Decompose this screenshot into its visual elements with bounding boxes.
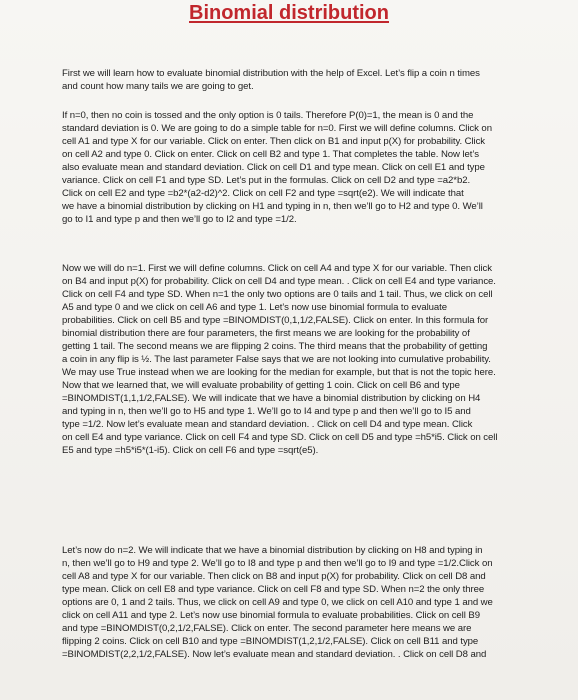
- paragraph-line: flipping 2 coins. Click on cell B10 and type =BINOMDIST(1,2,1/2,FALSE). Click on cell B11 and type: [62, 636, 479, 647]
- intro-paragraph: [62, 67, 549, 93]
- paragraph-line: Click on cell E2 and type =b2*(a2-d2)^2. Click on cell F2 and type =sqrt(e2). We will indicate that: [62, 188, 464, 199]
- paragraph-line: A5 and type 0 and we click on cell A6 and type 1. Let’s now use binomial formula to evaluate: [62, 302, 447, 313]
- paragraph-line: also evaluate mean and standard deviation. Click on cell D1 and type mean. Click on cell E1 and type: [62, 162, 485, 173]
- paragraph-line: n, then we’ll go to H9 and type 2. We’ll go to I8 and type p and then we’ll go to I9 and type =1/2.Click on: [62, 558, 493, 569]
- paragraph-line: click on cell A11 and type 2. Let’s now use binomial formula to evaluate probabilities. Click on cell B9: [62, 610, 480, 621]
- paragraph-line: and type =BINOMDIST(0,2,1/2,FALSE). Click on enter. The second parameter here means we are: [62, 623, 472, 634]
- paragraph-line: Now that we learned that, we will evaluate probability of getting 1 coin. Click on cell B6 and type: [62, 380, 460, 391]
- paragraph-line: binomial distribution there are four parameters, the first means we are looking for the probability of: [62, 328, 470, 339]
- paragraph-line: and typing in n, then we’ll go to H5 and type 1. We’ll go to I4 and type p and then we’ll go to I5 and: [62, 406, 471, 417]
- n0-paragraph: [62, 109, 549, 226]
- paragraph-line: Now we will do n=1. First we will define columns. Click on cell A4 and type X for our variable. Then click: [62, 263, 492, 274]
- paragraph-line: cell A8 and type X for our variable. Then click on B8 and input p(X) for probability. Click on cell D8 and: [62, 571, 486, 582]
- paragraph-line: probabilities. Click on cell B5 and type =BINOMDIST(0,1,1/2,FALSE). Click on enter. In this formula for: [62, 315, 489, 326]
- paragraph-line: type mean. Click on cell E8 and type variance. Click on cell F8 and type SD. When n=2 the only three: [62, 584, 485, 595]
- paragraph-line: cell A1 and type X for our variable. Click on enter. Then click on B1 and input p(X) for probability. Click: [62, 136, 486, 147]
- paragraph-line: standard deviation is 0. We are going to do a simple table for n=0. First we will define columns. Click on: [62, 123, 492, 134]
- paragraph-line: options are 0, 1 and 2 tails. Thus, we click on cell A9 and type 0, we click on cell A10 and type 1 and we: [62, 597, 493, 608]
- paragraph-line: First we will learn how to evaluate binomial distribution with the help of Excel. Let’s flip a coin n times: [62, 68, 480, 79]
- paragraph-line: getting 1 tail. The second means we are flipping 2 coins. The third means that the probability of getting: [62, 341, 488, 352]
- paragraph-line: and count how many tails we are going to get.: [62, 81, 254, 92]
- paragraph-line: on B4 and input p(X) for probability. Click on cell D4 and type mean. . Click on cell E4 and type variance.: [62, 276, 496, 287]
- paragraph-line: =BINOMDIST(2,2,1/2,FALSE). Now let’s evaluate mean and standard deviation. . Click on cell D8 and: [62, 649, 487, 660]
- paragraph-line: we have a binomial distribution by clicking on H1 and typing in n, then we’ll go to H2 and type 0. We’ll: [62, 201, 483, 212]
- paragraph-line: on cell E4 and type variance. Click on cell F4 and type SD. Click on cell D5 and type =h5*i5. Click on cell: [62, 432, 498, 443]
- n1-paragraph: [62, 262, 549, 457]
- paragraph-line: on cell A2 and type 0. Click on enter. Click on cell B2 and type 1. That completes the table. Now let’s: [62, 149, 479, 160]
- paragraph-line: =BINOMDIST(1,1,1/2,FALSE). We will indicate that we have a binomial distribution by clicking on H4: [62, 393, 481, 404]
- n2-paragraph: [62, 544, 549, 661]
- paragraph-line: Let’s now do n=2. We will indicate that we have a binomial distribution by clicking on H8 and typing in: [62, 545, 483, 556]
- paragraph-line: E5 and type =h5*i5*(1-i5). Click on cell F6 and type =sqrt(e5).: [62, 445, 319, 456]
- document-title: Binomial distribution: [189, 2, 389, 24]
- paragraph-line: If n=0, then no coin is tossed and the only option is 0 tails. Therefore P(0)=1, the mean is 0 and the: [62, 110, 474, 121]
- paragraph-line: We may use True instead when we are looking for the median for example, but that is not the topic here.: [62, 367, 496, 378]
- paragraph-line: go to I1 and type p and then we’ll go to I2 and type =1/2.: [62, 214, 297, 225]
- paragraph-line: a coin in any flip is ½. The last parameter False says that we are not looking into cumulative probability.: [62, 354, 491, 365]
- paragraph-line: type =1/2. Now let’s evaluate mean and standard deviation. . Click on cell D4 and type mean. Click: [62, 419, 473, 430]
- paragraph-line: Click on cell F4 and type SD. When n=1 the only two options are 0 tails and 1 tail. Thus, we click on cell: [62, 289, 493, 300]
- paragraph-line: variance. Click on cell F1 and type SD. Let’s put in the formulas. Click on cell D2 and type =a2*b2.: [62, 175, 471, 186]
